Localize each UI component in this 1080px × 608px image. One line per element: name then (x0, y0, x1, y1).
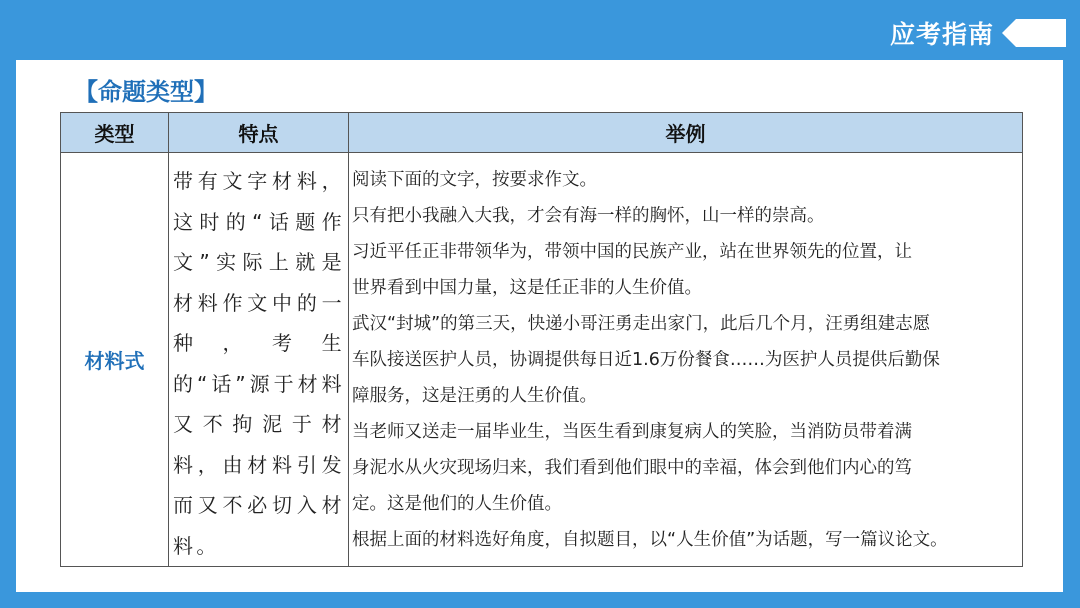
example-line: 武汉“封城”的第三天，快递小哥汪勇走出家门，此后几个月，汪勇组建志愿 (352, 314, 931, 334)
type-cell: 材料式 (61, 153, 169, 567)
example-line: 当老师又送走一届毕业生，当医生看到康复病人的笑脸，当消防员带着满 (352, 422, 912, 442)
question-type-table (60, 112, 1023, 567)
column-header-example: 举例 (349, 113, 1023, 153)
example-line: 阅读下面的文字，按要求作文。 (352, 170, 597, 190)
arrow-left-tag-icon (1002, 19, 1066, 47)
table-header-row (61, 113, 1023, 153)
example-line: 根据上面的材料选好角度，自拟题目，以“人生价值”为话题，写一篇议论文。 (352, 530, 948, 550)
column-header-feature: 特点 (169, 113, 349, 153)
feature-cell: 带有文字材料，这时的“话题作文”实际上就是材料作文中的一种，考生的“话”源于材料又不拘泥于材料，由材料引发而又不必切入材料。 (169, 153, 349, 567)
content-panel (16, 60, 1063, 592)
header-tag-label: 应考指南 (889, 20, 994, 49)
example-line: 车队接送医护人员，协调提供每日近1.6万份餐食……为医护人员提供后勤保 (352, 350, 940, 370)
column-header-type: 类型 (61, 113, 169, 153)
example-line: 习近平任正非带领华为，带领中国的民族产业，站在世界领先的位置，让 (352, 242, 912, 262)
example-line: 身泥水从火灾现场归来，我们看到他们眼中的幸福，体会到他们内心的笃 (352, 458, 912, 478)
table-row (61, 153, 1023, 567)
example-cell (349, 153, 1023, 567)
example-line: 定。这是他们的人生价值。 (352, 494, 562, 514)
example-line: 世界看到中国力量，这是任正非的人生价值。 (352, 278, 702, 298)
example-line: 只有把小我融入大我，才会有海一样的胸怀，山一样的崇高。 (352, 206, 825, 226)
example-line: 障服务，这是汪勇的人生价值。 (352, 386, 597, 406)
section-title: 【命题类型】 (74, 78, 218, 106)
header-tag (890, 14, 1066, 52)
